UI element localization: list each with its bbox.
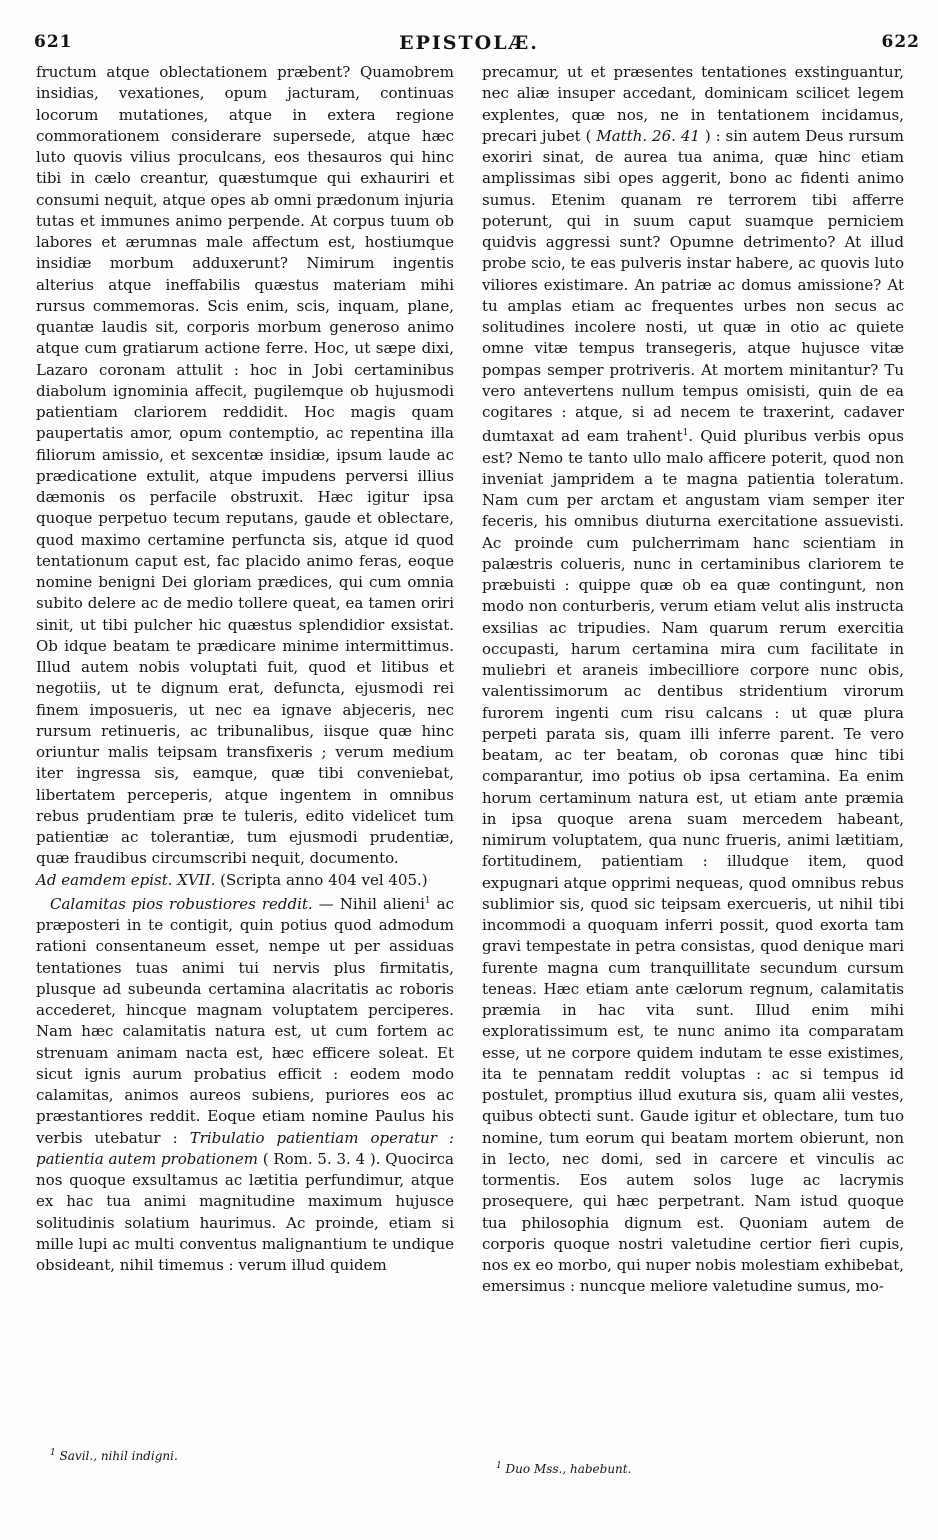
page-number-left: 621 xyxy=(34,32,73,52)
letter-summary: Calamitas pios robustiores reddit. xyxy=(50,894,313,913)
running-header xyxy=(0,22,938,58)
para2-text-a: ac præposteri in te contigit, quin potius quod admodum rationi consentaneum esset, nempe ut per assiduas tentationes tuas animi tui nervis plus firmitatis, plusque ad subeunda certamina alacritatis ac roboris accederet, hincque magnam voluptatem perciperes. Nam hæc calamitatis natura est, ut cum fortem ac strenuam animam nacta est, hæc efficere soleat. Et sicut ignis aurum probatius efficit : eodem modo calamitas, animos aureos subiens, puriores eos ac præstantiores reddit. Eoque etiam nomine Paulus his verbis utebatur : xyxy=(36,894,454,1147)
right-text-c: . Quid pluribus verbis opus est? Nemo te tanto ullo malo afficere poterit, quod non inveniat jampridem a te magna patientia toleratum. Nam cum per arctam et angustam viam semper iter feceris, his omnibus diuturna exercitatione assuevisti. Ac proinde cum pulcherrimam hanc scientiam in palæstris colueris, nunc in certaminibus clariorem te præbuisti : quippe quæ ob ea quæ contingunt, non modo non conturberis, verum etiam velut alis instructa exsilias ac tripudies. Nam quarum rerum exercitia occupasti, harum certamina mira cum facilitate in muliebri et araneis imbecilliore corpore nunc obis, valentissimorum ac dentibus stridentium virorum furorem ingenti cum risu calcans : ut quæ plura perpeti parata sis, quam illi inferre parent. Te vero beatam, ac ter beatam, ob coronas quæ hinc tibi comparantur, imo potius ob ipsa certamina. Ea enim horum certaminum natura est, ut etiam ante præmia in ipsa quoque arena suam mercedem habeant, nimirum voluptatem, qua nunc frueris, animi lætitiam, fortitudinem, patientiam : illudque item, quod expugnari atque opprimi nequeas, quod omnibus rebus sublimior sis, quod sic teipsam exercueris, ut nihil tibi incommodi a quoquam inferri possit, quod exorta tam gravi tempestate in petra consistas, quod denique mari furente magna cum tranquillitate secundum cursum teneas. Hæc etiam ante cælorum regnum, calamitatis præmia in hac vita sunt. Illud enim mihi exploratissimum est, te nunc animo ita comparatam esse, ut ne corpore quidem indutam te esse existimes, ita te pennatam reddit voluptas : ac si tempus id postulet, promptius illud exutura sis, quam alii vestes, quibus obtecti sunt. Gaude igitur et oblectare, tum tuo nomine, tum eorum qui beatam mortem obierunt, non in lecto, nec domi, sed in carcere et vinculis ac tormentis. Eos autem solos luge ac lacrymis prosequere, qui hæc perpetrant. Nam istud quoque tua philosophia dignum est. Quoniam autem de corporis quoque nostri valetudine certior fieri cupis, nos ex eo morbo, qui nuper nobis molestiam exhibebat, emersimus : nuncque meliore valetudine sumus, mo- xyxy=(482,427,905,1296)
para2-text-b: Quocirca nos quoque exsultamus ac lætitia perfundimur, atque ex hac tua animi magnitudine maximum hujusce solitudinis solatium haurimus. Ac proinde, etiam si mille lupi ac multi conventus malignantium te undique obsideant, nihil timemus : verum illud quidem xyxy=(36,1149,454,1274)
right-text-b: ) : sin autem Deus rursum exoriri sinat, de aurea tua anima, quæ hinc etiam amplissimas sibi opes aggerit, bono ac fidenti animo sumus. Etenim quanam re terrorem tibi afferre poterunt, qui in suum caput suamque perniciem quidvis aggressi sunt? Opumne detrimento? At illud probe scio, te eas pulveris instar habere, ac quovis luto viliores existimare. An patriæ ac domus amissione? At tu amplas etiam ac frequentes urbes non secus ac solitudines incolere nosti, ut quæ in otio ac quiete omne vitæ tempus transegeris, atque hujusce vitæ pompas semper protriveris. At mortem minitantur? Tu vero antevertens nullum tempus omisisti, quin de ea cogitares : atque, si ad necem te traxerint, cadaver dumtaxat ad eam trahent xyxy=(482,126,904,446)
left-footnote xyxy=(50,1448,178,1463)
left-column xyxy=(36,62,454,1276)
scripture-reference: ( Rom. 5. 3. 4 ). xyxy=(257,1149,386,1168)
right-paragraph xyxy=(482,62,904,1298)
scripture-quote: Tribulatio patientiam operatur : patientia autem probationem xyxy=(36,1128,454,1168)
right-column xyxy=(482,62,904,1298)
letter-heading-date: (Scripta anno 404 vel 405.) xyxy=(220,870,428,889)
para2-start: Nihil alieni xyxy=(339,894,425,913)
letter-heading xyxy=(36,870,454,891)
right-footnote-mark: 1 xyxy=(496,1461,502,1471)
footnote-mark: 1 xyxy=(424,895,431,906)
right-footnote xyxy=(496,1461,631,1476)
left-footnote-text: Savil., nihil indigni. xyxy=(55,1449,178,1463)
left-paragraph-1: fructum atque oblectationem præbent? Quamobrem insidias, vexationes, opum jacturam, continuas locorum mutationes, atque in extera regione commorationem considerare supersede, atque hæc luto quovis vilius proculcans, eos thesauros qui hinc tibi in cælo creantur, quæstumque qui exhauriri et consumi nequit, atque opes ab omni prædonum injuria tutas et immunes animo perpende. At corpus tuum ob labores et ærumnas male affectum est, hostiumque insidiæ morbum adduxerunt? Nimirum ingentis alterius atque ineffabilis quæstus materiam mihi rursus commemoras. Scis enim, scis, inquam, plane, quantæ laudis sit, corporis morbum generoso animo atque cum gratiarum actione ferre. Hoc, ut sæpe dixi, Lazaro coronam attulit : hoc in Jobi certaminibus diabolum ignominia affecit, pugilemque ob hujusmodi patientiam clariorem reddidit. Hoc magis quam paupertatis amor, opum contemptio, ac repentina illa filiorum amissio, et sexcentæ insidiæ, ipsum laude ac prædicatione extulit, atque impudens perversi illius dæmonis os perfacile obstruxit. Hæc igitur ipsa quoque perpetuo tecum reputans, gaude et oblectare, quod maximo certamine perfuncta sis, atque id quod tentationum caput est, fac placido animo feras, eoque nomine benigni Dei gloriam prædices, qui cum omnia subito delere ac de medio tollere queat, ea tamen oriri sinit, ut tibi pulcher hic quæstus splendidior exsistat. Ob idque beatam te prædicare minime intermittimus. Illud autem nobis voluptati fuit, quod et litibus et negotiis, ut te dignum erat, defuncta, ejusmodi rei finem imposueris, ut nec ea ignave abjeceris, nec rursum retinueris, ac tribunalibus, iisque quæ hinc oriuntur malis teipsam transfixeris ; verum medium iter ingressa sis, eamque, quæ tibi conveniebat, libertatem perceperis, atque ingentem in omnibus rebus prudentiam præ te tuleris, edito videlicet tum patientiæ ac tolerantiæ, tum ejusmodi prudentiæ, quæ fraudibus circumscribi nequit, documento. xyxy=(36,63,454,868)
running-title: EPISTOLÆ. xyxy=(399,32,539,54)
right-scripture-reference: Matth. 26. 41 xyxy=(596,126,700,145)
right-footnote-text: Duo Mss., habebunt. xyxy=(501,1462,632,1476)
summary-dash: — xyxy=(312,894,340,913)
right-text-a: precamur, ut et præsentes tentationes exstinguantur, nec aliæ insuper accedant, dominicam scilicet legem explentes, quæ nos, ne in tentationem incidamus, precari jubet ( xyxy=(482,63,904,145)
page-number-right: 622 xyxy=(881,32,920,52)
letter-heading-title: Ad eamdem epist. XVII. xyxy=(36,870,216,889)
left-paragraph-2 xyxy=(36,891,454,1277)
left-footnote-mark: 1 xyxy=(50,1448,56,1458)
right-footnote-mark-inline: 1 xyxy=(682,428,689,439)
